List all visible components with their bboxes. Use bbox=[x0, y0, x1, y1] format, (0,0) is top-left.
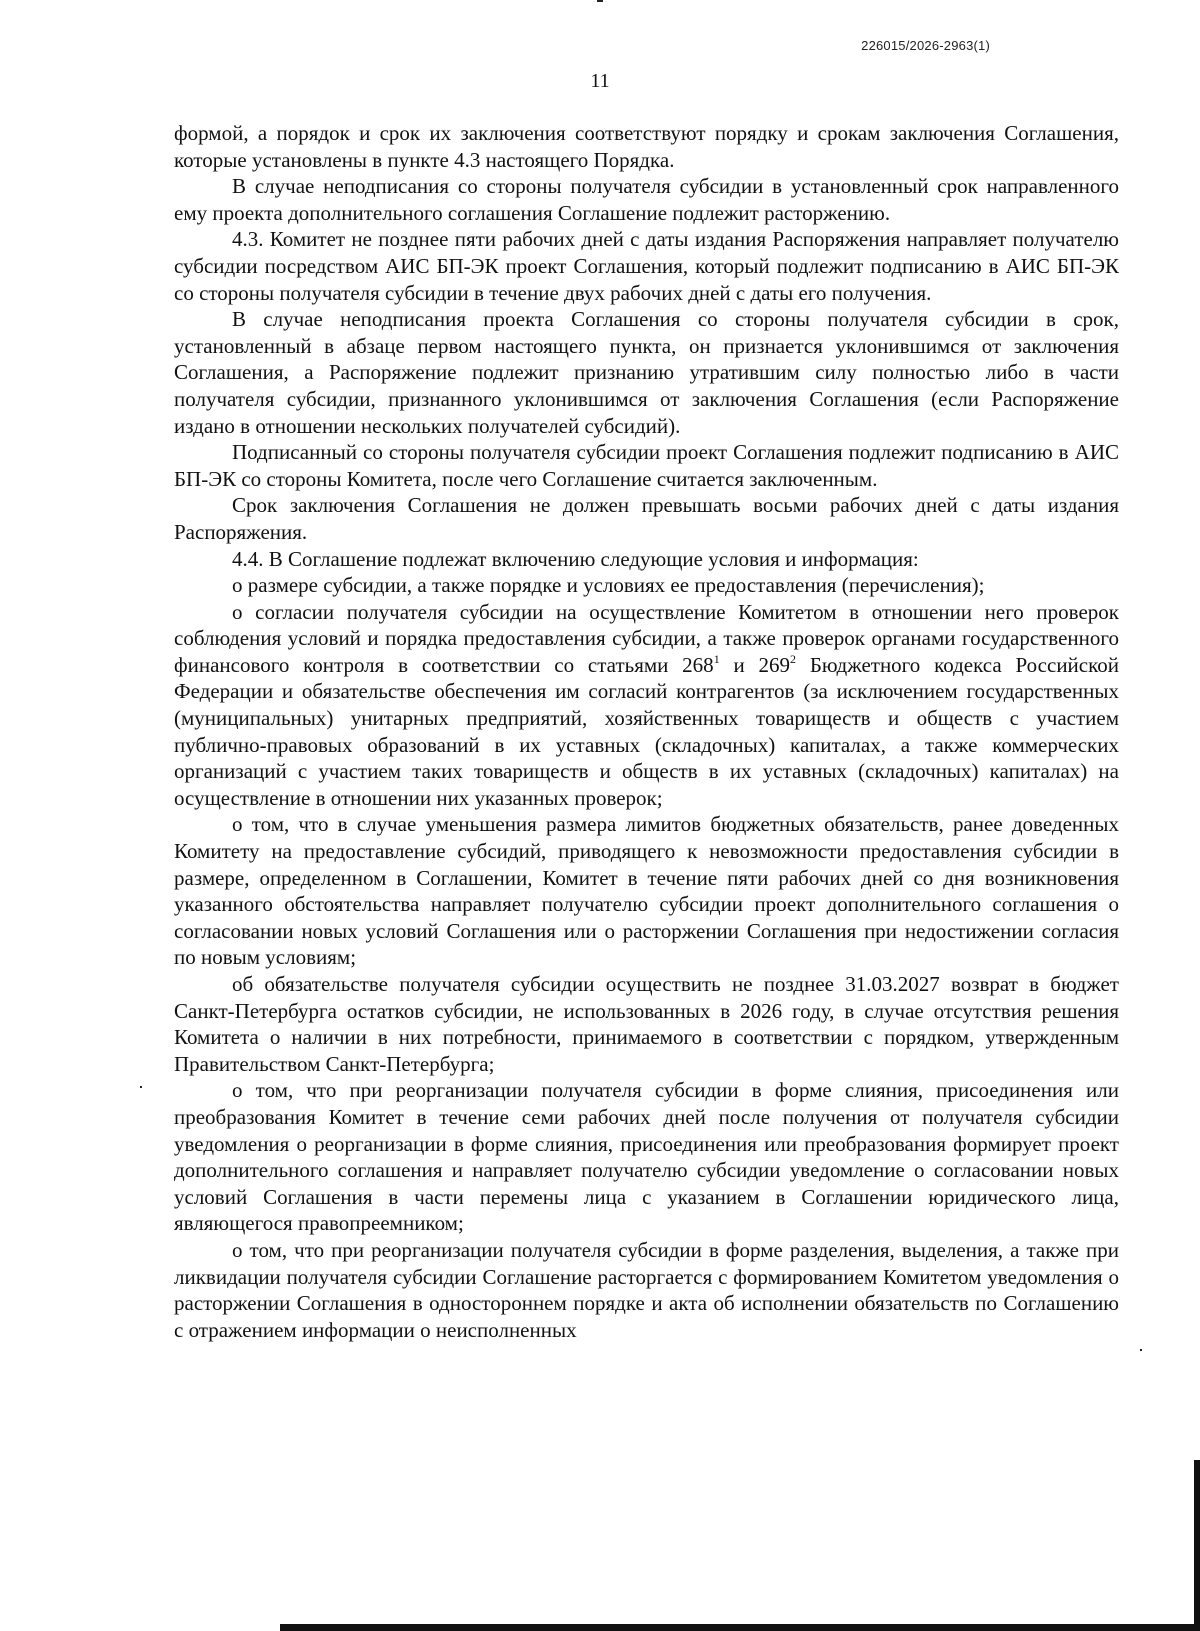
paragraph-text: и 269 bbox=[719, 652, 791, 677]
paragraph-list-item: о размере субсидии, а также порядке и условиях ее предоставления (перечисления); bbox=[232, 573, 985, 598]
scan-dot bbox=[597, 0, 603, 2]
paragraph: Срок заключения Соглашения не должен превышать восьми рабочих дней с даты издания Распоряжения. bbox=[174, 493, 1119, 544]
paragraph-list-item bbox=[174, 599, 1119, 812]
paragraph-text: о согласии получателя субсидии на осуществление Комитетом в отношении него проверок соблюдения условий и порядка предоставления субсидии, а также проверок органами государственного финансового контроля в соответствии со статьями 268 bbox=[174, 599, 1119, 677]
superscript: 1 bbox=[713, 651, 720, 666]
paragraph-continuation: формой, а порядок и срок их заключения соответствуют порядку и срокам заключения Соглашения, которые установлены в пункте 4.3 настоящего Порядка. bbox=[174, 121, 1119, 172]
paragraph: В случае неподписания со стороны получателя субсидии в установленный срок направленного ему проекта дополнительного соглашения Соглашение подлежит расторжению. bbox=[174, 174, 1119, 225]
paragraph-text: Бюджетного кодекса Российской Федерации и обязательстве обеспечения им согласий контрагентов (за исключением государственных (муниципальных) унитарных предприятий, хозяйственных товариществ и обществ с участием публично-правовых образований в их уставных (складочных) капиталах, а также коммерческих организаций с участием таких товариществ и обществ в их уставных (складочных) капиталах) на осуществление в отношении них указанных проверок; bbox=[174, 652, 1119, 810]
paragraph-clause-4-4: 4.4. В Соглашение подлежат включению следующие условия и информация: bbox=[232, 546, 919, 571]
paragraph-list-item: о том, что в случае уменьшения размера лимитов бюджетных обязательств, ранее доведенных Комитету на предоставление субсидий, приводящего к невозможности предоставления субсидии в размере, определенном в Соглашении, Комитет в течение пяти рабочих дней со дня возникновения указанного обстоятельства направляет получателю субсидии проект дополнительного соглашения о согласовании новых условий Соглашения или о расторжении Соглашения при недостижении согласия по новым условиям; bbox=[174, 812, 1119, 970]
scan-edge-shadow bbox=[1194, 1460, 1200, 1631]
paragraph: Подписанный со стороны получателя субсидии проект Соглашения подлежит подписанию в АИС БП-ЭК со стороны Комитета, после чего Соглашение считается заключенным. bbox=[174, 440, 1119, 491]
scan-edge-shadow bbox=[280, 1624, 1200, 1631]
document-registration-number: 226015/2026-2963(1) bbox=[861, 38, 990, 53]
scan-dot bbox=[140, 1086, 142, 1088]
paragraph-list-item: о том, что при реорганизации получателя субсидии в форме слияния, присоединения или преобразования Комитет в течение семи рабочих дней после получения от получателя субсидии уведомления о реорганизации в форме слияния, присоединения или преобразования формирует проект дополнительного соглашения и направляет получателю субсидии уведомление о согласовании новых условий Соглашения в части перемены лица с указанием в Соглашении юридического лица, являющегося правопреемником; bbox=[174, 1078, 1119, 1236]
paragraph-list-item: об обязательстве получателя субсидии осуществить не позднее 31.03.2027 возврат в бюджет Санкт-Петербурга остатков субсидии, не использованных в 2026 году, в случае отсутствия решения Комитета о наличии в них потребности, принимаемого в соответствии с порядком, утвержденным Правительством Санкт-Петербурга; bbox=[174, 972, 1119, 1076]
document-body bbox=[174, 120, 1119, 1343]
paragraph: В случае неподписания проекта Соглашения со стороны получателя субсидии в срок, установленный в абзаце первом настоящего пункта, он признается уклонившимся от заключения Соглашения, а Распоряжение подлежит признанию утратившим силу полностью либо в части получателя субсидии, признанного уклонившимся от заключения Соглашения (если Распоряжение издано в отношении нескольких получателей субсидий). bbox=[174, 307, 1119, 438]
page-number: 11 bbox=[590, 70, 610, 92]
superscript: 2 bbox=[790, 651, 797, 666]
scan-dot bbox=[1140, 1349, 1142, 1351]
paragraph-clause-4-3: 4.3. Комитет не позднее пяти рабочих дней с даты издания Распоряжения направляет получателю субсидии посредством АИС БП-ЭК проект Соглашения, который подлежит подписанию в АИС БП-ЭК со стороны получателя субсидии в течение двух рабочих дней с даты его получения. bbox=[174, 227, 1119, 305]
paragraph-list-item: о том, что при реорганизации получателя субсидии в форме разделения, выделения, а также при ликвидации получателя субсидии Соглашение расторгается с формированием Комитетом уведомления о расторжении Соглашения в одностороннем порядке и акта об исполнении обязательств по Соглашению с отражением информации о неисполненных bbox=[174, 1237, 1119, 1342]
